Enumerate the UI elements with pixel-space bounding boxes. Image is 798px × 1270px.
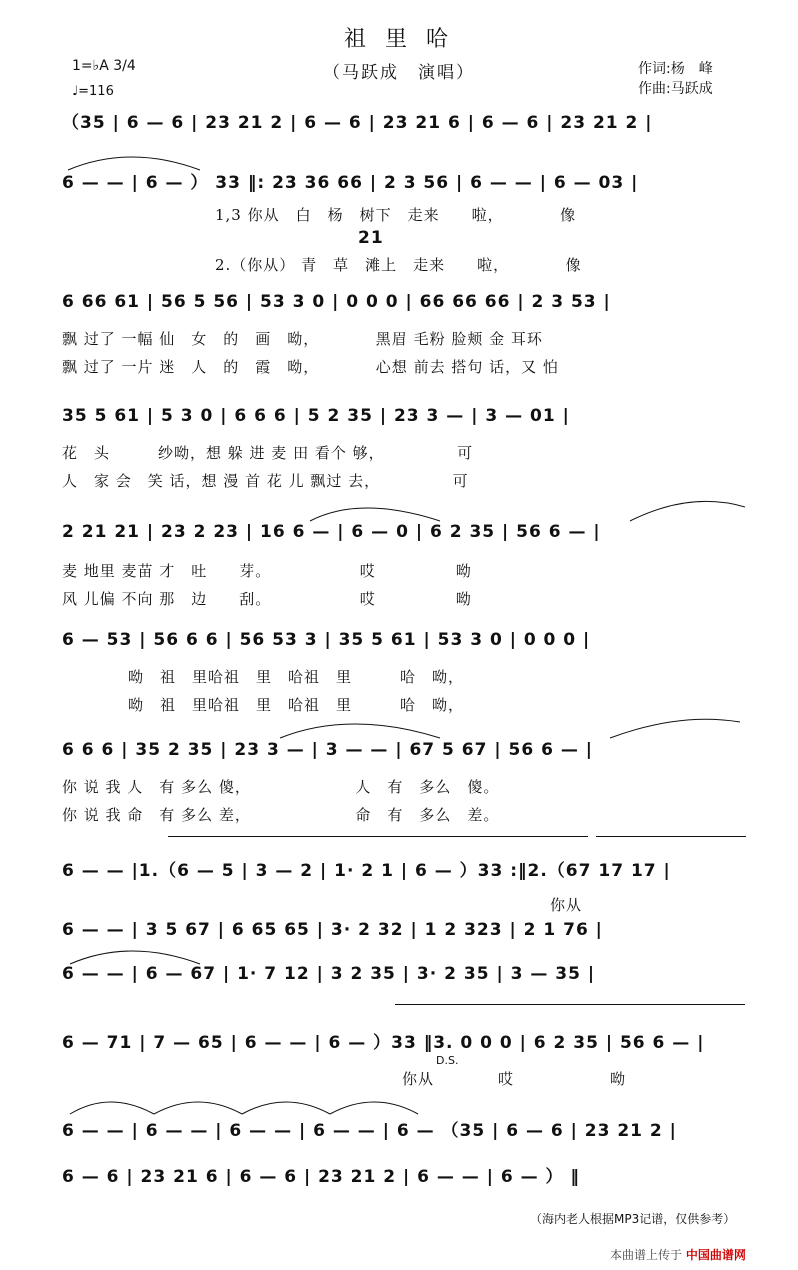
slur-mark (300, 495, 750, 525)
performer-subtitle: （马跃成 演唱） (323, 63, 475, 83)
notation-row-4: 35 5 61 | 5 3 0 | 6 6 6 | 5 2 35 | 23 3 — | 3 — 01 | (62, 406, 570, 426)
song-title: 祖 里 哈 (344, 27, 454, 52)
lyric-row-5-verse-2: 风 儿偏 不向 那 边 刮。 哎 呦 (62, 590, 472, 608)
upload-prefix: 本曲谱上传于 (610, 1248, 683, 1262)
transcription-note: （海内老人根据MP3记谱，仅供参考） (530, 1212, 736, 1226)
notation-row-11: 6 — 71 | 7 — 65 | 6 — — | 6 — ）33 ‖3. 0 0 0 | 6 2 35 | 56 6 — | (62, 1033, 705, 1053)
notation-row-1: （35 | 6 — 6 | 23 21 2 | 6 — 6 | 23 21 6 | 6 — 6 | 23 21 2 | (62, 113, 653, 133)
lyric-row-2-verse-2: 2.（你从） 青 草 滩上 走来 啦， 像 (215, 256, 582, 274)
site-logo: 中国曲谱网 (685, 1248, 746, 1262)
notation-row-9: 6 — — | 3 5 67 | 6 65 65 | 3· 2 32 | 1 2 323 | 2 1 76 | (62, 920, 603, 940)
volta-bracket-3 (395, 1004, 745, 1005)
lyric-row-7-verse-1: 你 说 我 人 有 多么 傻， 人 有 多么 傻。 (62, 778, 500, 796)
lyric-row-6-verse-1: 呦 祖 里哈祖 里 哈祖 里 哈 呦， (128, 668, 465, 686)
lyric-row-2-verse-1: 1,3 你从 白 杨 树下 走来 啦， 像 (215, 206, 577, 224)
lyric-row-11: 你从 哎 呦 (402, 1070, 627, 1088)
composer-credit: 作曲:马跃成 (638, 81, 713, 97)
notation-row-6: 6 — 53 | 56 6 6 | 56 53 3 | 35 5 61 | 53 3 0 | 0 0 0 | (62, 630, 591, 650)
lyric-row-7-verse-2: 你 说 我 命 有 多么 差， 命 有 多么 差。 (62, 806, 500, 824)
lyric-row-4-verse-2: 人 家 会 笑 话，想 漫 首 花 儿 飘过 去， 可 (62, 472, 469, 490)
slur-mark (270, 712, 750, 742)
notation-row-12: 6 — — | 6 — — | 6 — — | 6 — — | 6 — （35 | 6 — 6 | 23 21 2 | (62, 1121, 677, 1141)
slur-mark (62, 1090, 462, 1118)
lyric-row-8: 你从 (550, 896, 583, 914)
volta-bracket-2 (596, 836, 746, 837)
watermark (610, 1246, 746, 1263)
notation-row-13: 6 — 6 | 23 21 6 | 6 — 6 | 23 21 2 | 6 — — | 6 — ） ‖ (62, 1167, 580, 1187)
lyric-row-3-verse-2: 飘 过了 一片 迷 人 的 霞 呦， 心想 前去 搭句 话，又 怕 (62, 358, 559, 376)
lyric-row-4-verse-1: 花 头 纱呦，想 躲 进 麦 田 看个 够， 可 (62, 444, 474, 462)
notation-row-8: 6 — — |1.（6 — 5 | 3 — 2 | 1· 2 1 | 6 — ）33 :‖2.（67 17 17 | (62, 861, 671, 881)
ds-marking: D.S. (436, 1054, 459, 1067)
notation-row-2: 6 — — | 6 — ） 33 ‖: 23 36 66 | 2 3 56 | 6 — — | 6 — 03 | (62, 173, 639, 193)
notation-row-10: 6 — — | 6 — 67 | 1· 7 12 | 3 2 35 | 3· 2 35 | 3 — 35 | (62, 964, 596, 984)
tempo-marking: ♩=116 (72, 84, 114, 99)
volta-bracket-1 (168, 836, 588, 837)
key-signature: 1=♭A 3/4 (72, 58, 136, 74)
lyricist-credit: 作词:杨 峰 (638, 61, 713, 77)
alt-note: 21 (358, 228, 384, 248)
lyric-row-6-verse-2: 呦 祖 里哈祖 里 哈祖 里 哈 呦， (128, 696, 465, 714)
lyric-row-3-verse-1: 飘 过了 一幅 仙 女 的 画 呦， 黑眉 毛粉 脸颊 金 耳环 (62, 330, 543, 348)
notation-row-3: 6 66 61 | 56 5 56 | 53 3 0 | 0 0 0 | 66 66 66 | 2 3 53 | (62, 292, 611, 312)
notation-row-7: 6 6 6 | 35 2 35 | 23 3 — | 3 — — | 67 5 67 | 56 6 — | (62, 740, 593, 760)
lyric-row-5-verse-1: 麦 地里 麦苗 才 吐 芽。 哎 呦 (62, 562, 472, 580)
notation-row-5: 2 21 21 | 23 2 23 | 16 6 — | 6 — 0 | 6 2 35 | 56 6 — | (62, 522, 601, 542)
